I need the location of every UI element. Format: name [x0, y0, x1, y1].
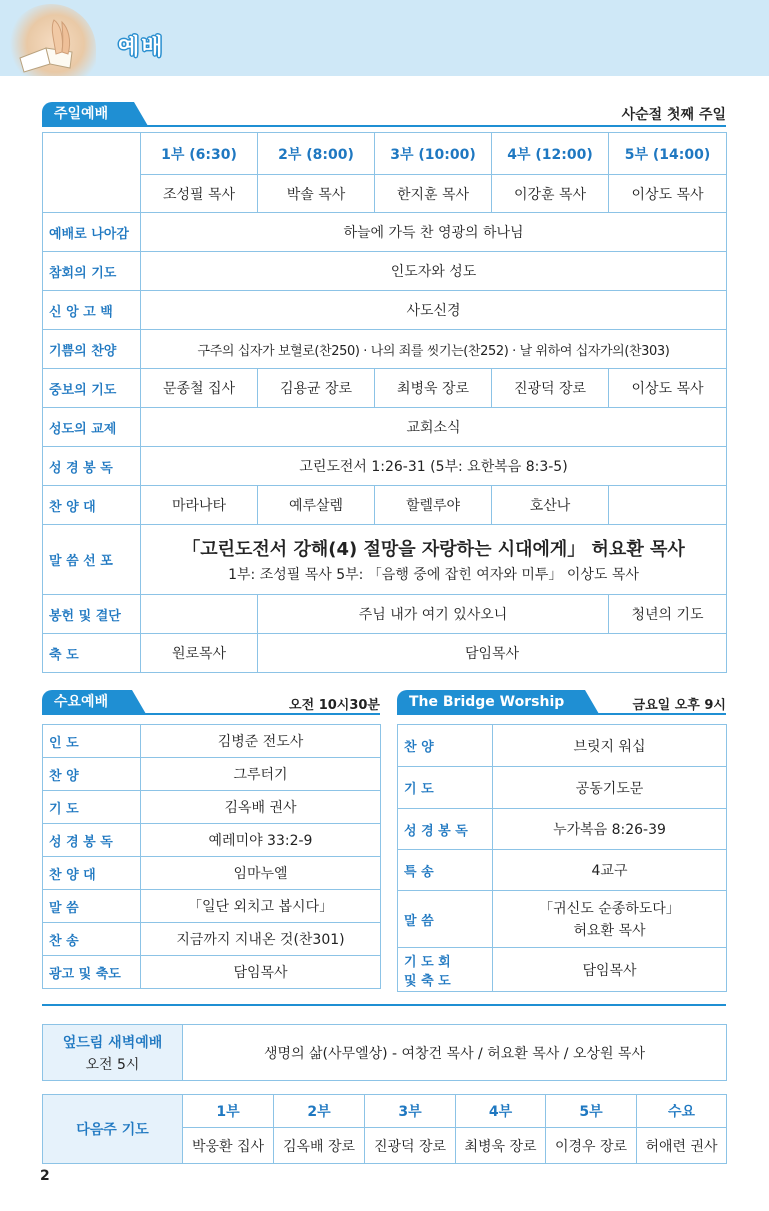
row-extra: 청년의 기도: [609, 595, 727, 634]
confession-row: [43, 252, 727, 291]
row-label: 성도의 교제: [43, 408, 141, 447]
next-week-service: 4부: [456, 1095, 546, 1128]
dawn-label-cell: [43, 1025, 183, 1081]
row-value: 담임목사: [493, 948, 727, 992]
row-label: [398, 948, 493, 992]
row-value: [493, 891, 727, 948]
row-value: 김병준 전도사: [141, 725, 381, 758]
row-label: 참회의 기도: [43, 252, 141, 291]
wednesday-service-table: [42, 724, 381, 989]
wednesday-row: [43, 791, 381, 824]
bridge-row: [398, 725, 727, 767]
intercession-row: [43, 369, 727, 408]
row-label: 말 씀: [398, 891, 493, 948]
wednesday-row: [43, 857, 381, 890]
row-value: 구주의 십자가 보혈로(찬250) · 나의 죄를 씻기는(찬252) · 날 위하여 십자가의(찬303): [141, 330, 727, 369]
next-week-header-row: [43, 1095, 727, 1128]
row-value: 지금까지 지내온 것(찬301): [141, 923, 381, 956]
choir-name: [609, 486, 727, 525]
sermon-cell: [141, 525, 727, 595]
preacher: 이상도 목사: [609, 175, 727, 213]
choir-name: 할렐루야: [375, 486, 492, 525]
benediction-row: [43, 634, 727, 673]
row-value: 예레미야 33:2-9: [141, 824, 381, 857]
bridge-row: [398, 948, 727, 992]
row-label: 신 앙 고 백: [43, 291, 141, 330]
service-time: 4부 (12:00): [492, 133, 609, 175]
bridge-worship-tab: The Bridge Worship: [397, 690, 585, 714]
sermon-speaker: 허요환 목사: [573, 923, 646, 939]
intercessor: 이상도 목사: [609, 369, 727, 408]
choir-row: [43, 486, 727, 525]
wednesday-row: [43, 824, 381, 857]
prayer-leader: 최병욱 장로: [456, 1128, 546, 1164]
row-value: 인도자와 성도: [141, 252, 727, 291]
prayer-leader: 허애련 권사: [637, 1128, 727, 1164]
row-value: 고린도전서 1:26-31 (5부: 요한복음 8:3-5): [141, 447, 727, 486]
row-value: 그루터기: [141, 758, 381, 791]
wednesday-row: [43, 725, 381, 758]
dawn-service-table: [42, 1024, 727, 1081]
choir-name: 예루살렘: [258, 486, 375, 525]
wednesday-row: [43, 758, 381, 791]
sunday-note: 사순절 첫째 주일: [621, 107, 726, 123]
preacher: 이강훈 목사: [492, 175, 609, 213]
praise-row: [43, 330, 727, 369]
offering-row: [43, 595, 727, 634]
dawn-time: 오전 5시: [85, 1056, 140, 1073]
bridge-row: [398, 891, 727, 948]
intercessor: 문종철 집사: [141, 369, 258, 408]
row-label: 성 경 봉 독: [398, 809, 493, 850]
preacher: 한지훈 목사: [375, 175, 492, 213]
prayer-leader: 이경우 장로: [546, 1128, 637, 1164]
bridge-worship-table: [397, 724, 727, 992]
dawn-label: 엎드림 새벽예배: [62, 1034, 163, 1051]
sunday-service-tab: 주일예배: [42, 102, 134, 126]
intercessor: 최병욱 장로: [375, 369, 492, 408]
wednesday-tab-line: [42, 713, 380, 715]
row-label: 말 씀 선 포: [43, 525, 141, 595]
row-value: 「일단 외치고 봅시다」: [141, 890, 381, 923]
next-week-service: 2부: [274, 1095, 365, 1128]
bridge-row: [398, 767, 727, 809]
row-value: 임마누엘: [141, 857, 381, 890]
dawn-row: [43, 1025, 727, 1081]
prayer-leader: 박웅환 집사: [183, 1128, 274, 1164]
next-week-service: 수요: [637, 1095, 727, 1128]
row-value: 4교구: [493, 850, 727, 891]
intercessor: 진광덕 장로: [492, 369, 609, 408]
row-value: 공동기도문: [493, 767, 727, 809]
section-divider: [42, 1004, 726, 1006]
row-value: 담임목사: [141, 956, 381, 989]
preacher: 박솔 목사: [258, 175, 375, 213]
row-value: 원로목사: [141, 634, 258, 673]
page-number: 2: [40, 1168, 50, 1184]
row-label: 기 도: [43, 791, 141, 824]
service-time: 1부 (6:30): [141, 133, 258, 175]
row-label: 봉헌 및 결단: [43, 595, 141, 634]
row-value: 교회소식: [141, 408, 727, 447]
wednesday-row: [43, 956, 381, 989]
row-label: 인 도: [43, 725, 141, 758]
bridge-tab-line: [397, 713, 726, 715]
next-week-prayer-table: [42, 1094, 727, 1164]
row-label-line: 및 축 도: [404, 973, 451, 989]
sermon-row: [43, 525, 727, 595]
sermon-title: 「귀신도 순종하도다」: [539, 901, 680, 917]
sermon-subtitle: 1부: 조성필 목사 5부: 「음행 중에 잡힌 여자와 미투」 이상도 목사: [228, 567, 639, 583]
row-value: 주님 내가 여기 있사오니: [258, 595, 609, 634]
next-week-service: 1부: [183, 1095, 274, 1128]
approach-row: [43, 213, 727, 252]
sunday-tab-line: [42, 125, 726, 127]
row-value: 누가복음 8:26-39: [493, 809, 727, 850]
prayer-leader: 진광덕 장로: [365, 1128, 456, 1164]
row-value: 브릿지 워십: [493, 725, 727, 767]
creed-row: [43, 291, 727, 330]
wednesday-note: 오전 10시30분: [289, 698, 380, 713]
row-label: 기쁨의 찬양: [43, 330, 141, 369]
header-band: [0, 0, 769, 76]
intercessor: 김용균 장로: [258, 369, 375, 408]
service-times-row: [43, 133, 727, 175]
row-label: 찬 양 대: [43, 486, 141, 525]
row-value: 사도신경: [141, 291, 727, 330]
row-label: 중보의 기도: [43, 369, 141, 408]
next-week-service: 5부: [546, 1095, 637, 1128]
row-label: 예배로 나아감: [43, 213, 141, 252]
row-label: 성 경 봉 독: [43, 824, 141, 857]
choir-name: 마라나타: [141, 486, 258, 525]
preachers-row: [43, 175, 727, 213]
dawn-value: 생명의 삶(사무엘상) - 여창건 목사 / 허요환 목사 / 오상원 목사: [183, 1025, 727, 1081]
sermon-title: 「고린도전서 강해(4) 절망을 자랑하는 시대에게」 허요환 목사: [182, 539, 685, 560]
row-label: 찬 양: [398, 725, 493, 767]
sunday-service-table: [42, 132, 727, 673]
wednesday-row: [43, 890, 381, 923]
service-time: 3부 (10:00): [375, 133, 492, 175]
page-title: 예배: [118, 35, 165, 60]
row-label: 찬 양: [43, 758, 141, 791]
empty-corner-cell: [43, 133, 141, 213]
row-label: 성 경 봉 독: [43, 447, 141, 486]
choir-name: 호산나: [492, 486, 609, 525]
row-label: 기 도: [398, 767, 493, 809]
row-label: 찬 양 대: [43, 857, 141, 890]
row-label: 축 도: [43, 634, 141, 673]
next-week-service: 3부: [365, 1095, 456, 1128]
service-time: 5부 (14:00): [609, 133, 727, 175]
bridge-note: 금요일 오후 9시: [632, 698, 726, 713]
prayer-leader: 김옥배 장로: [274, 1128, 365, 1164]
row-label-line: 기 도 회: [404, 954, 451, 970]
row-value: 하늘에 가득 찬 영광의 하나님: [141, 213, 727, 252]
row-label: 특 송: [398, 850, 493, 891]
wednesday-row: [43, 923, 381, 956]
row-label: 말 씀: [43, 890, 141, 923]
row-value: 김옥배 권사: [141, 791, 381, 824]
row-label: 광고 및 축도: [43, 956, 141, 989]
fellowship-row: [43, 408, 727, 447]
row-label: 찬 송: [43, 923, 141, 956]
row-value: 담임목사: [258, 634, 727, 673]
next-week-label: 다음주 기도: [43, 1095, 183, 1164]
preacher: 조성필 목사: [141, 175, 258, 213]
empty-cell: [141, 595, 258, 634]
bridge-row: [398, 809, 727, 850]
bridge-row: [398, 850, 727, 891]
service-time: 2부 (8:00): [258, 133, 375, 175]
wednesday-service-tab: 수요예배: [42, 690, 132, 714]
scripture-row: [43, 447, 727, 486]
